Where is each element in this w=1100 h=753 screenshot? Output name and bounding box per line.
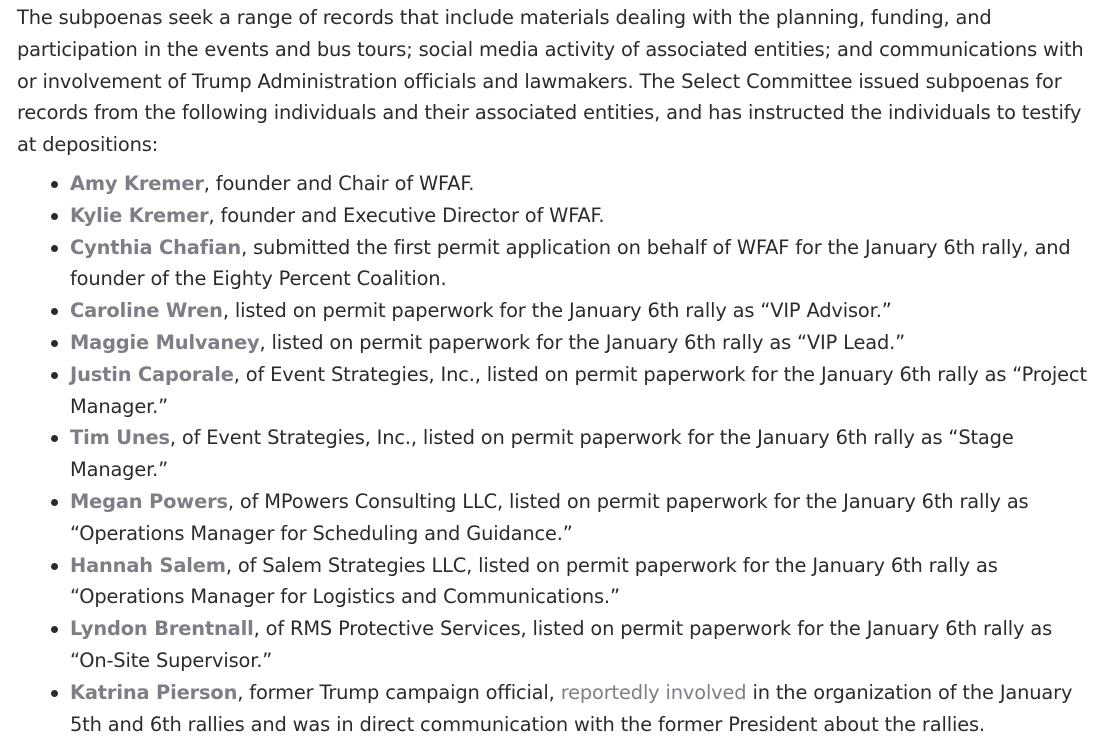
person-link[interactable]: Tim Unes — [70, 426, 170, 450]
person-description: , founder and Chair of WFAF. — [203, 171, 475, 195]
person-description: , submitted the first permit application on behalf of WFAF for the January 6th rally, and founder of the Eighty Percent Coalition. — [70, 235, 1071, 291]
person-description: , founder and Executive Director of WFAF. — [208, 203, 605, 227]
person-link[interactable]: Megan Powers — [70, 489, 228, 513]
list-item — [70, 613, 1089, 677]
person-link[interactable]: Lyndon Brentnall — [70, 617, 254, 641]
person-description: , of MPowers Consulting LLC, listed on permit paperwork for the January 6th rally as “Operations Manager for Scheduling and Guidance.” — [70, 489, 1029, 545]
reportedly-involved-link[interactable]: reportedly involved — [560, 680, 747, 704]
person-link[interactable]: Justin Caporale — [70, 362, 234, 386]
list-item — [70, 677, 1089, 741]
list-item — [70, 168, 1089, 200]
person-description-continued: in the organization of the January 5th and 6th rallies and was in direct communication with the former President about the rallies. — [70, 680, 1073, 736]
person-link[interactable]: Maggie Mulvaney — [70, 330, 260, 354]
person-description: , listed on permit paperwork for the January 6th rally as “VIP Lead.” — [259, 330, 906, 354]
list-item — [70, 232, 1089, 296]
person-description: , of Salem Strategies LLC, listed on permit paperwork for the January 6th rally as “Operations Manager for Logistics and Communications.” — [70, 553, 998, 609]
list-item — [70, 550, 1089, 614]
list-item — [70, 486, 1089, 550]
person-link[interactable]: Cynthia Chafian — [70, 235, 242, 259]
person-description: , former Trump campaign official, — [237, 680, 561, 704]
intro-paragraph: The subpoenas seek a range of records that include materials dealing with the planning, funding, and participation in the events and bus tours; social media activity of associated entities; and communications with or involvement of Trump Administration officials and lawmakers. The Select Committee issued subpoenas for records from the following individuals and their associated entities, and has instructed the individuals to testify at depositions: — [17, 6, 1084, 157]
list-item — [70, 327, 1089, 359]
article-body — [17, 2, 1089, 740]
person-link[interactable]: Amy Kremer — [70, 171, 204, 195]
person-description: , of Event Strategies, Inc., listed on permit paperwork for the January 6th rally as “Project Manager.” — [70, 362, 1087, 418]
person-link[interactable]: Katrina Pierson — [70, 680, 238, 704]
person-description: , listed on permit paperwork for the January 6th rally as “VIP Advisor.” — [222, 299, 892, 323]
list-item — [70, 200, 1089, 232]
person-link[interactable]: Hannah Salem — [70, 553, 226, 577]
person-description: , of Event Strategies, Inc., listed on permit paperwork for the January 6th rally as “Stage Manager.” — [70, 426, 1014, 482]
person-description: , of RMS Protective Services, listed on permit paperwork for the January 6th rally as “On-Site Supervisor.” — [70, 617, 1053, 672]
person-link[interactable]: Kylie Kremer — [70, 203, 209, 227]
list-item — [70, 422, 1089, 486]
subpoena-list — [17, 168, 1089, 740]
person-link[interactable]: Caroline Wren — [70, 299, 223, 323]
list-item — [70, 295, 1089, 327]
list-item — [70, 359, 1089, 423]
